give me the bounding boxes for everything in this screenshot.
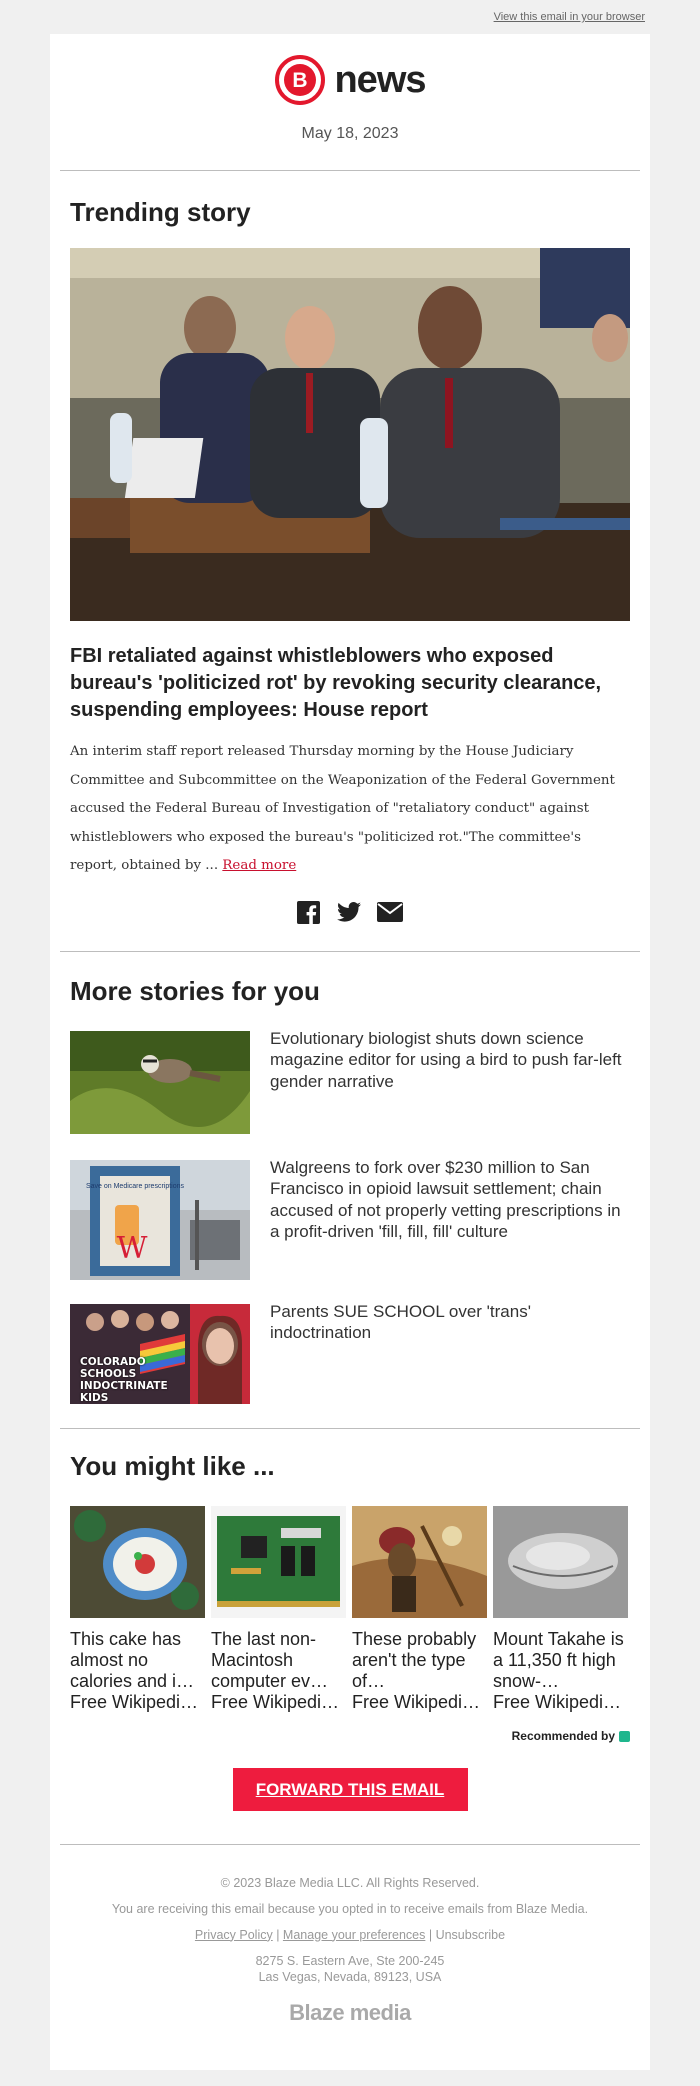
recommended-by-label: Recommended by — [511, 1728, 615, 1743]
story-title[interactable]: Evolutionary biologist shuts down science magazine editor for using a bird to push far-left gender narrative — [270, 1028, 622, 1091]
recommendation-title[interactable]: This cake has almost no calories and i… — [70, 1628, 195, 1691]
trending-section — [50, 171, 650, 951]
thumb-caption: COLORADO SCHOOLS INDOCTRINATE KIDS — [80, 1355, 168, 1404]
copyright: © 2023 Blaze Media LLC. All Rights Reserved. — [220, 1875, 480, 1890]
recommendation-item[interactable] — [211, 1506, 346, 1713]
recommendation-item[interactable] — [493, 1506, 628, 1713]
twitter-icon[interactable] — [337, 902, 361, 927]
summary-text: An interim staff report released Thursday morning by the House Judiciary Committee and Subcommittee on the Weaponization of the Federal Government accused the Federal Bureau of Investigation of "retaliatory conduct" against whistleblowers who exposed the bureau's "politicized rot."The committee's report, obtained by ... — [70, 744, 615, 873]
topbar — [0, 0, 700, 34]
story-item[interactable] — [70, 1028, 630, 1134]
recommendation-item[interactable] — [70, 1506, 205, 1713]
svg-text:W: W — [116, 1230, 148, 1266]
address-line-1: 8275 S. Eastern Ave, Ste 200-245 — [255, 1953, 445, 1968]
you-might-like-title: You might like ... — [70, 1450, 275, 1481]
brand-name: news — [334, 58, 426, 101]
recommendation-item[interactable] — [352, 1506, 487, 1713]
story-item[interactable] — [70, 1301, 630, 1404]
story-item[interactable] — [70, 1157, 630, 1280]
story-title[interactable]: Walgreens to fork over $230 million to San Francisco in opioid lawsuit settlement; chain accused of not properly vetting prescriptions in a profit-driven 'fill, fill, fill' culture — [270, 1157, 621, 1241]
recommendation-title[interactable]: The last non-Macintosh computer ev… — [211, 1628, 329, 1691]
read-more-link[interactable]: Read more — [222, 858, 297, 873]
blaze-logo-icon — [274, 54, 326, 106]
recommendation-source: Free Wikipedi… — [352, 1691, 481, 1712]
you-might-like-section — [50, 1429, 650, 1811]
divider — [60, 1844, 640, 1845]
email-card — [50, 34, 650, 2070]
more-stories-title: More stories for you — [70, 975, 320, 1006]
issue-date: May 18, 2023 — [301, 125, 399, 142]
blaze-media-logo[interactable]: Blaze media — [289, 1999, 411, 2025]
recommended-by[interactable] — [50, 1729, 630, 1743]
footer — [50, 1876, 650, 2026]
recommendation-image-mountain — [493, 1506, 628, 1618]
recommendation-image-cake — [70, 1506, 205, 1618]
privacy-policy-link[interactable]: Privacy Policy — [194, 1927, 273, 1942]
footer-links: Privacy Policy | Manage your preferences | Unsubscribe — [194, 1927, 506, 1942]
svg-text:B: B — [292, 69, 309, 92]
recommendation-image-painting — [352, 1506, 487, 1618]
trending-story-image[interactable] — [70, 248, 630, 621]
story-thumbnail-bird — [70, 1031, 250, 1134]
view-in-browser-link[interactable]: View this email in your browser — [493, 11, 645, 23]
blaze-news-logo[interactable] — [274, 54, 425, 106]
address-line-2: Las Vegas, Nevada, 89123, USA — [258, 1969, 442, 1984]
recommendation-row — [70, 1506, 630, 1713]
story-thumbnail-walgreens — [70, 1160, 250, 1280]
recommendation-title[interactable]: These probably aren't the type of… — [352, 1628, 477, 1691]
recommendation-source: Free Wikipedi… — [70, 1691, 199, 1712]
facebook-icon[interactable] — [297, 901, 320, 929]
recommender-logo-icon — [619, 1731, 630, 1742]
opt-in-notice: You are receiving this email because you opted in to receive emails from Blaze Media. — [111, 1901, 589, 1916]
unsubscribe-link[interactable]: Unsubscribe — [435, 1927, 506, 1942]
manage-preferences-link[interactable]: Manage your preferences — [282, 1927, 426, 1942]
email-header — [50, 34, 650, 170]
recommendation-image-board — [211, 1506, 346, 1618]
more-stories-section — [50, 952, 650, 1404]
thumb-sign: Save on Medicare prescriptions — [85, 1182, 185, 1190]
forward-email-button[interactable]: FORWARD THIS EMAIL — [233, 1768, 468, 1811]
share-row — [50, 901, 650, 951]
story-title[interactable]: Parents SUE SCHOOL over 'trans' indoctrination — [270, 1301, 531, 1342]
recommendation-source: Free Wikipedi… — [493, 1691, 622, 1712]
trending-summary — [70, 738, 630, 881]
trending-headline[interactable]: FBI retaliated against whistleblowers who exposed bureau's 'politicized rot' by revoking security clearance, suspending employees: House report — [70, 645, 602, 721]
recommendation-source: Free Wikipedi… — [211, 1691, 340, 1712]
recommendation-title[interactable]: Mount Takahe is a 11,350 ft high snow-… — [493, 1628, 624, 1691]
trending-section-title: Trending story — [70, 197, 251, 227]
email-icon[interactable] — [377, 902, 403, 927]
